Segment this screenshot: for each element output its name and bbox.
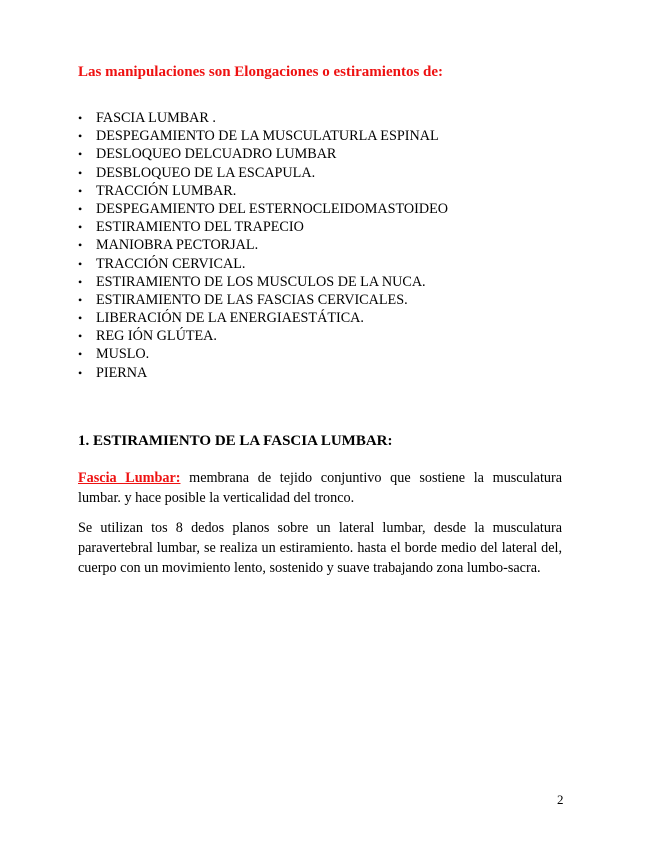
bullet-icon: • bbox=[78, 111, 83, 125]
bullet-icon: • bbox=[78, 329, 83, 344]
list-item-text: ESTIRAMIENTO DE LAS FASCIAS CERVICALES. bbox=[96, 291, 408, 308]
list-item-text: ESTIRAMIENTO DE LOS MUSCULOS DE LA NUCA. bbox=[96, 273, 426, 290]
list-item-text: TRACCIÓN CERVICAL. bbox=[96, 255, 246, 272]
list-item bbox=[78, 327, 448, 345]
technique-description: Se utilizan tos 8 dedos planos sobre un lateral lumbar, desde la musculatura paravertebral lumbar, se realiza un estiramiento. hasta el borde medio del lateral del, cuerpo con un movimiento lento, sostenido y suave trabajando zona lumbo-sacra. bbox=[78, 520, 562, 576]
list-item-text: FASCIA LUMBAR . bbox=[96, 110, 216, 126]
list-item-text: TRACCIÓN LUMBAR. bbox=[96, 182, 237, 199]
bullet-icon: • bbox=[78, 274, 83, 289]
bullet-icon: • bbox=[78, 238, 83, 253]
definition-text: membrana de tejido conjuntivo que sostiene la musculatura lumbar. y hace posible la verticalidad del tronco. bbox=[78, 470, 562, 506]
intro-heading: Las manipulaciones son Elongaciones o estiramientos de: bbox=[78, 64, 444, 80]
list-item-text: MUSLO. bbox=[96, 346, 150, 363]
bullet-icon: • bbox=[78, 311, 83, 326]
definition-term: Fascia Lumbar: bbox=[78, 470, 181, 486]
list-item-text: REG IÓN GLÚTEA. bbox=[96, 328, 217, 345]
bullet-icon: • bbox=[78, 183, 83, 198]
bullet-icon: • bbox=[78, 256, 83, 271]
list-item-text: DESBLOQUEO DE LA ESCAPULA. bbox=[96, 164, 316, 181]
list-item-text: PIERNA bbox=[96, 364, 148, 381]
list-item-text: MANIOBRA PECTORJAL. bbox=[96, 237, 259, 254]
list-item bbox=[78, 182, 448, 200]
list-item bbox=[78, 255, 448, 273]
list-item bbox=[78, 145, 448, 163]
list-item bbox=[78, 127, 448, 145]
list-item-text: LIBERACIÓN DE LA ENERGIAESTÁTICA. bbox=[96, 310, 364, 327]
list-item bbox=[78, 364, 448, 382]
list-item-text: DESPEGAMIENTO DE LA MUSCULATURLA ESPINAL bbox=[96, 128, 439, 145]
definition-paragraph bbox=[78, 468, 562, 508]
section-heading: 1. ESTIRAMIENTO DE LA FASCIA LUMBAR: bbox=[78, 433, 393, 449]
page-number: 2 bbox=[557, 792, 564, 807]
list-item bbox=[78, 164, 448, 182]
bullet-icon: • bbox=[78, 365, 83, 380]
list-item-text: ESTIRAMIENTO DEL TRAPECIO bbox=[96, 219, 304, 236]
bullet-icon: • bbox=[78, 165, 83, 180]
bullet-icon: • bbox=[78, 347, 83, 362]
list-item bbox=[78, 109, 448, 127]
list-item-text: DESLOQUEO DELCUADRO LUMBAR bbox=[96, 146, 337, 163]
list-item bbox=[78, 273, 448, 291]
list-item bbox=[78, 291, 448, 309]
bullet-icon: • bbox=[78, 201, 83, 216]
list-item bbox=[78, 345, 448, 363]
list-item bbox=[78, 309, 448, 327]
technique-list bbox=[78, 109, 448, 382]
bullet-icon: • bbox=[78, 129, 83, 144]
list-item bbox=[78, 218, 448, 236]
bullet-icon: • bbox=[78, 147, 83, 162]
list-item bbox=[78, 236, 448, 254]
bullet-icon: • bbox=[78, 220, 83, 235]
bullet-icon: • bbox=[78, 292, 83, 307]
list-item-text: DESPEGAMIENTO DEL ESTERNOCLEIDOMASTOIDEO bbox=[96, 200, 449, 217]
list-item bbox=[78, 200, 448, 218]
